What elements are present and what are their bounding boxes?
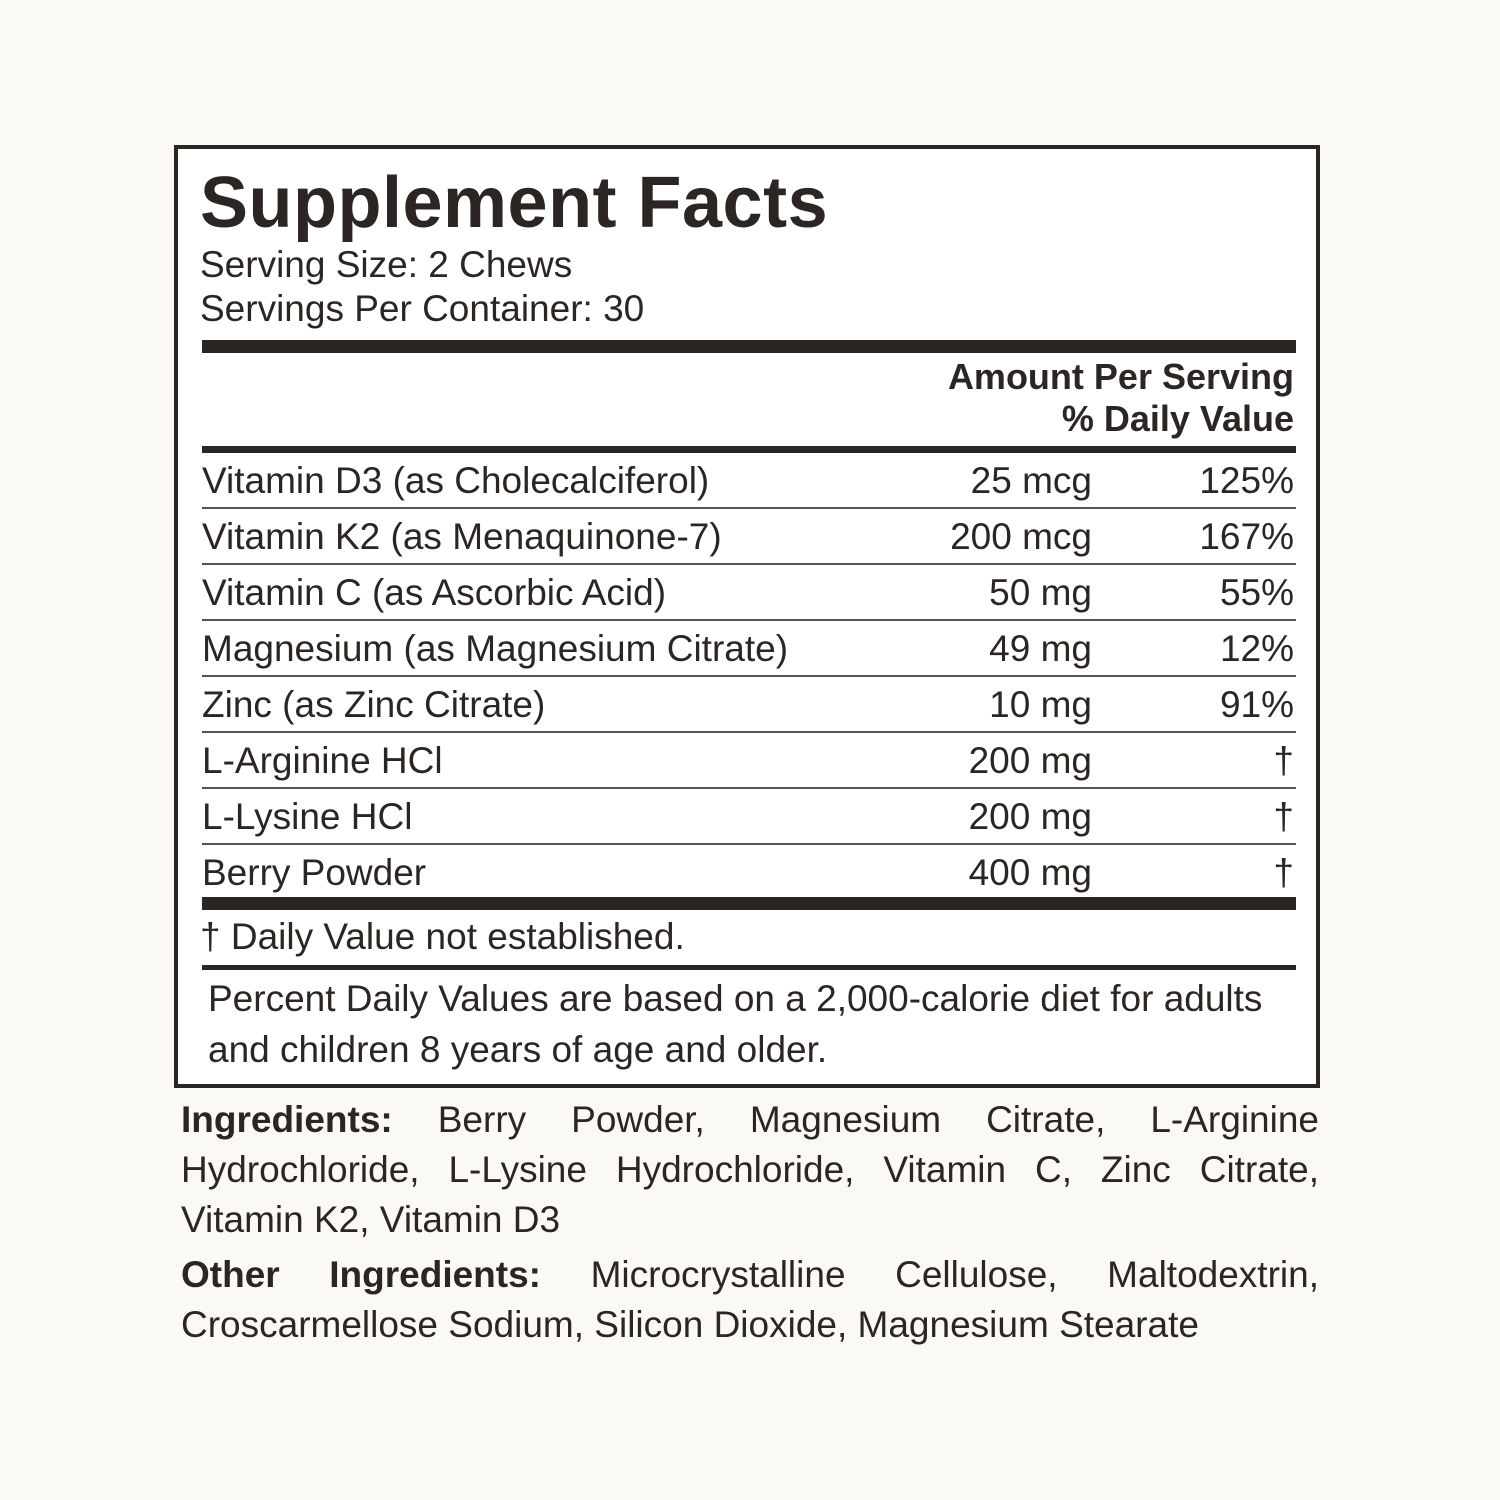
dagger-footnote: † Daily Value not established. (200, 916, 685, 957)
nutrient-amount: 50 mg (989, 572, 1092, 613)
nutrient-daily-value: † (1273, 852, 1294, 893)
nutrient-name: L-Lysine HCl (202, 796, 413, 837)
nutrient-daily-value: 55% (1219, 572, 1294, 613)
other-ingredients-section (181, 1250, 1319, 1350)
thick-divider (202, 340, 1296, 353)
nutrient-daily-value: † (1273, 740, 1294, 781)
panel-title: Supplement Facts (200, 163, 829, 243)
nutrient-amount: 25 mcg (970, 460, 1092, 501)
nutrient-name: Zinc (as Zinc Citrate) (202, 684, 546, 725)
nutrient-name: Vitamin K2 (as Menaquinone-7) (202, 516, 722, 557)
nutrient-row (202, 453, 1296, 509)
nutrient-amount: 200 mcg (950, 516, 1092, 557)
ingredients-label: Ingredients: (181, 1099, 438, 1140)
serving-size: Serving Size: 2 Chews (200, 244, 573, 285)
nutrient-name: Vitamin C (as Ascorbic Acid) (202, 572, 667, 613)
nutrient-daily-value: † (1273, 796, 1294, 837)
percent-daily-value-note: Percent Daily Values are based on a 2,000-calorie diet for adults and children 8 years of age and older. (208, 978, 1263, 1070)
nutrient-daily-value: 91% (1219, 684, 1294, 725)
amount-per-serving-header: Amount Per Serving (947, 356, 1294, 397)
header-divider (202, 446, 1296, 453)
nutrient-name: Vitamin D3 (as Cholecalciferol) (202, 460, 710, 501)
nutrient-amount: 400 mg (968, 852, 1092, 893)
nutrient-amount: 200 mg (968, 740, 1092, 781)
ingredients-section (181, 1095, 1319, 1245)
other-ingredients-label: Other Ingredients: (181, 1254, 591, 1295)
nutrient-daily-value: 12% (1219, 628, 1294, 669)
nutrient-amount: 10 mg (989, 684, 1092, 725)
nutrient-name: Magnesium (as Magnesium Citrate) (202, 628, 789, 669)
nutrient-name: Berry Powder (202, 852, 427, 893)
nutrient-row (202, 621, 1296, 677)
nutrient-row (202, 789, 1296, 845)
nutrient-daily-value: 167% (1199, 516, 1294, 557)
daily-value-header: % Daily Value (1061, 398, 1294, 439)
ingredients-text: Berry Powder, Magnesium Citrate, L-Arginine Hydrochloride, L-Lysine Hydrochloride, Vitamin C, Zinc Citrate, Vitamin K2, Vitamin D3 (181, 1099, 1319, 1240)
nutrient-daily-value: 125% (1199, 460, 1294, 501)
nutrient-row (202, 509, 1296, 565)
nutrient-amount: 200 mg (968, 796, 1092, 837)
nutrient-amount: 49 mg (989, 628, 1092, 669)
other-ingredients-text: Microcrystalline Cellulose, Maltodextrin, Croscarmellose Sodium, Silicon Dioxide, Magnesium Stearate (181, 1254, 1319, 1345)
nutrient-row (202, 845, 1296, 897)
footnote-divider (202, 965, 1296, 970)
nutrient-name: L-Arginine HCl (202, 740, 443, 781)
servings-per-container: Servings Per Container: 30 (200, 288, 645, 329)
nutrient-row (202, 677, 1296, 733)
thick-divider (202, 897, 1296, 910)
nutrient-row (202, 565, 1296, 621)
nutrient-row (202, 733, 1296, 789)
